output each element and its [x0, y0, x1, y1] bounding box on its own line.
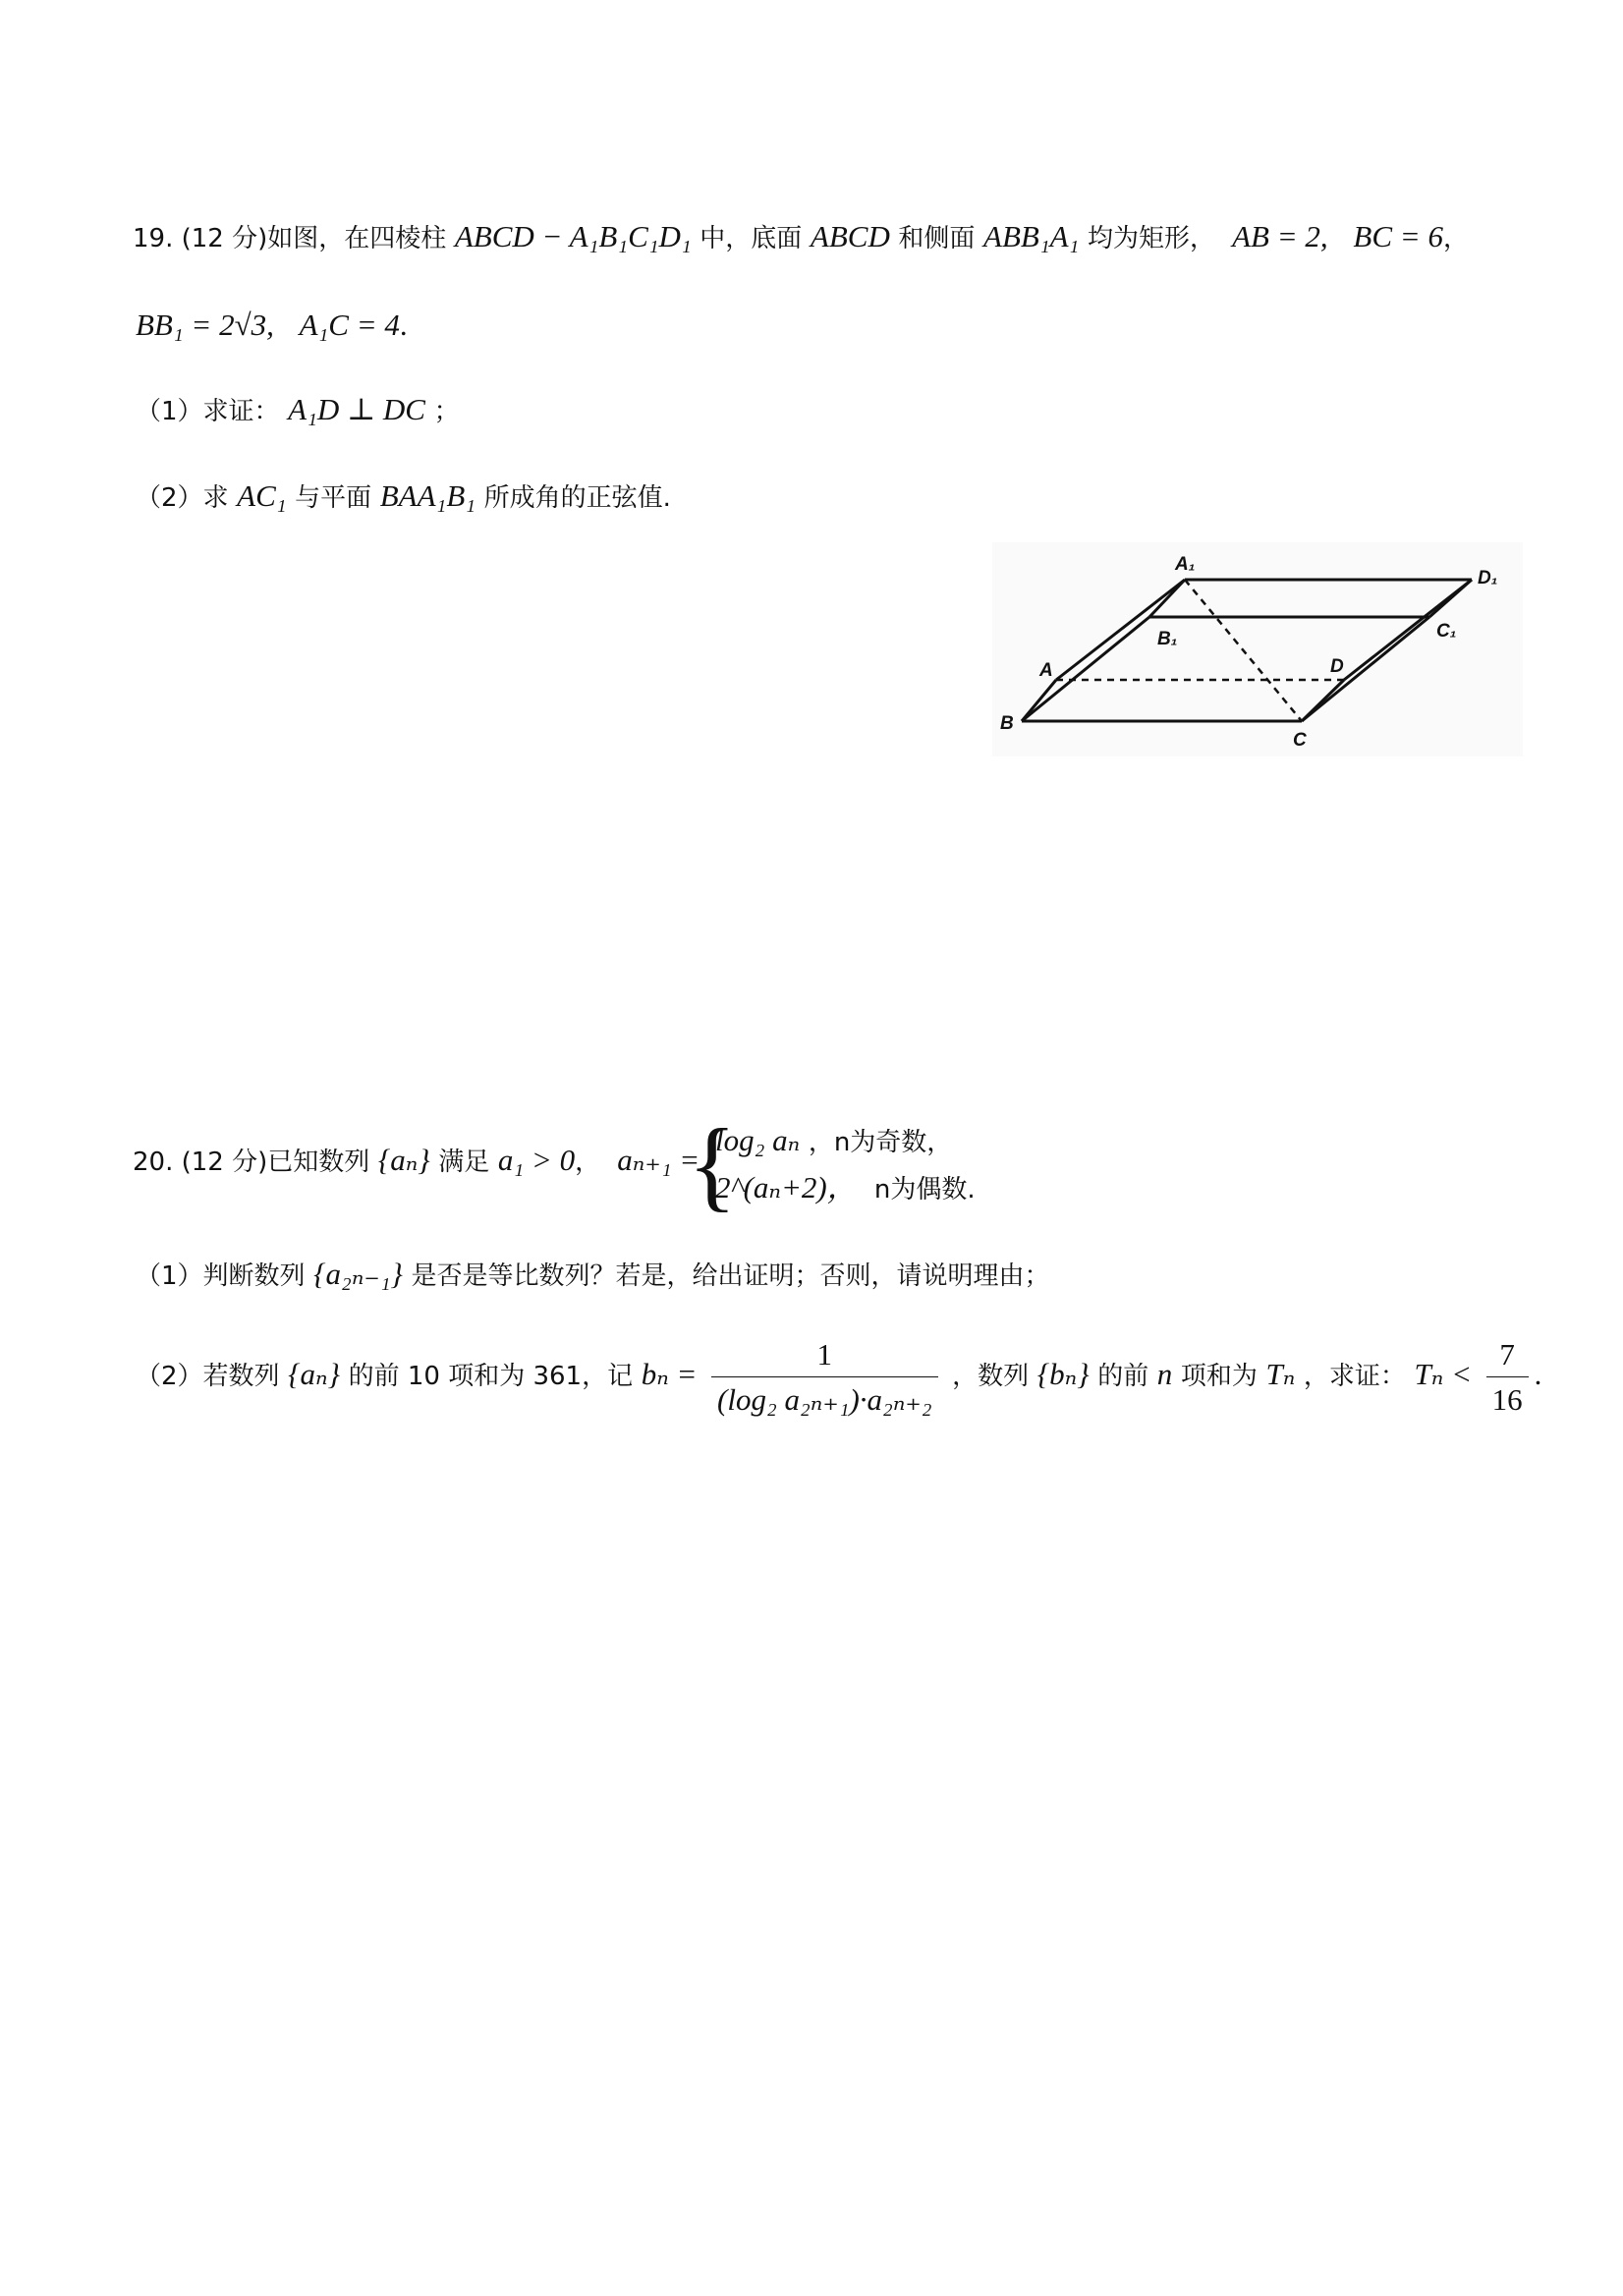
q20-bn-denominator: (log₂ a₂ₙ₊₁)·a₂ₙ₊₂ [717, 1382, 932, 1418]
q20-p2-mid2: ，数列 [952, 1362, 1030, 1392]
q19-tail: 均为矩形， [1087, 224, 1215, 253]
q20-head: 20. (12 分)已知数列 [133, 1148, 370, 1177]
q20-p2-seq-b: {bₙ} [1036, 1357, 1090, 1392]
q20-bound-numerator: 7 [1486, 1336, 1529, 1377]
q20-case1-cond: ，n为奇数， [808, 1128, 953, 1157]
q19-side: ABB₁A₁ [983, 219, 1080, 253]
q20-p2-bn: bₙ = [641, 1357, 698, 1392]
q19-p2-end: 所成角的正弦值. [483, 483, 671, 513]
q19-line2 [136, 307, 408, 343]
q20-a1-cond: a₁ > 0 [497, 1143, 576, 1177]
q20-p2-label: （2）若数列 [136, 1362, 280, 1392]
q19-ab: AB = 2, [1232, 219, 1328, 253]
q20-bound-fraction [1486, 1336, 1529, 1418]
q20-seq-an: {aₙ} [377, 1143, 430, 1177]
q20-case1-expr: log₂ aₙ [715, 1123, 801, 1157]
q20-rec-lhs: aₙ₊₁ = [617, 1143, 700, 1177]
q20-case1 [715, 1122, 952, 1158]
q19-p1-end: ； [433, 397, 460, 426]
label-b1: B₁ [1157, 629, 1178, 649]
q20-p1-label: （1）判断数列 [136, 1261, 306, 1291]
label-a: A [1039, 660, 1053, 681]
q19-base: ABCD [810, 219, 890, 253]
q20-p2-ineq: Tₙ < [1414, 1357, 1472, 1392]
q20-bound-denominator: 16 [1491, 1382, 1523, 1418]
q20-p2-mid1: 的前 10 项和为 361，记 [348, 1362, 634, 1392]
q20-p2-tn: Tₙ [1265, 1357, 1296, 1392]
q19-line1 [133, 218, 1469, 254]
q20-p2-n: n [1156, 1357, 1173, 1392]
q19-p1-label: （1）求证： [136, 397, 280, 426]
q19-head: 19. (12 分)如图，在四棱柱 [133, 224, 447, 253]
q20-p1-seq: {a₂ₙ₋₁} [313, 1257, 403, 1291]
q19-prism: ABCD − A₁B₁C₁D₁ [454, 219, 692, 253]
q20-bn-numerator: 1 [711, 1336, 938, 1377]
q20-p2-end: . [1534, 1357, 1542, 1392]
label-b: B [1000, 713, 1014, 734]
q19-a1c: A₁C = 4 [299, 308, 400, 342]
q19-part2 [136, 477, 671, 514]
q20-part2 [136, 1336, 1541, 1418]
q20-p2-seq: {aₙ} [288, 1357, 340, 1392]
q19-comma: ， [1442, 224, 1469, 253]
q19-part1 [136, 391, 460, 427]
q19-p2-label: （2）求 [136, 483, 229, 513]
q19-p2-mid: 与平面 [295, 483, 372, 513]
label-d1: D₁ [1478, 568, 1498, 588]
q20-bn-fraction [711, 1336, 938, 1418]
q20-case2-expr: 2^(aₙ+2)， [715, 1170, 858, 1204]
label-c1: C₁ [1436, 621, 1457, 642]
q20-p2-mid4: 项和为 [1180, 1362, 1258, 1392]
q20-line1 [133, 1142, 700, 1178]
q20-satisfy: 满足 [438, 1148, 490, 1177]
q19-p1-expr: A₁D ⊥ DC [288, 392, 425, 426]
q19-p2-plane: BAA₁B₁ [379, 478, 476, 513]
q20-case2 [715, 1169, 976, 1205]
q19-p2-ac1: AC₁ [237, 478, 287, 513]
q20-p1-rest: 是否是等比数列？若是，给出证明；否则，请说明理由； [411, 1261, 1050, 1291]
cases-brace: { [688, 1108, 737, 1221]
label-a1: A₁ [1175, 554, 1196, 575]
q19-bb1: BB₁ = 2√3, [136, 308, 274, 342]
q19-bc: BC = 6 [1353, 219, 1443, 253]
prism-figure [992, 542, 1523, 756]
q20-p2-mid3: 的前 [1097, 1362, 1149, 1392]
q19-mid: 中，底面 [700, 224, 803, 253]
q20-part1 [136, 1256, 1050, 1292]
q20-case2-cond: n为偶数. [873, 1175, 976, 1204]
label-c: C [1293, 730, 1307, 751]
q19-and-side: 和侧面 [898, 224, 976, 253]
q20-comma: ， [575, 1148, 601, 1177]
figure-background [992, 542, 1523, 756]
label-d: D [1330, 656, 1344, 677]
q20-p2-mid5: ，求证： [1303, 1362, 1406, 1392]
q19-period: . [399, 308, 408, 342]
